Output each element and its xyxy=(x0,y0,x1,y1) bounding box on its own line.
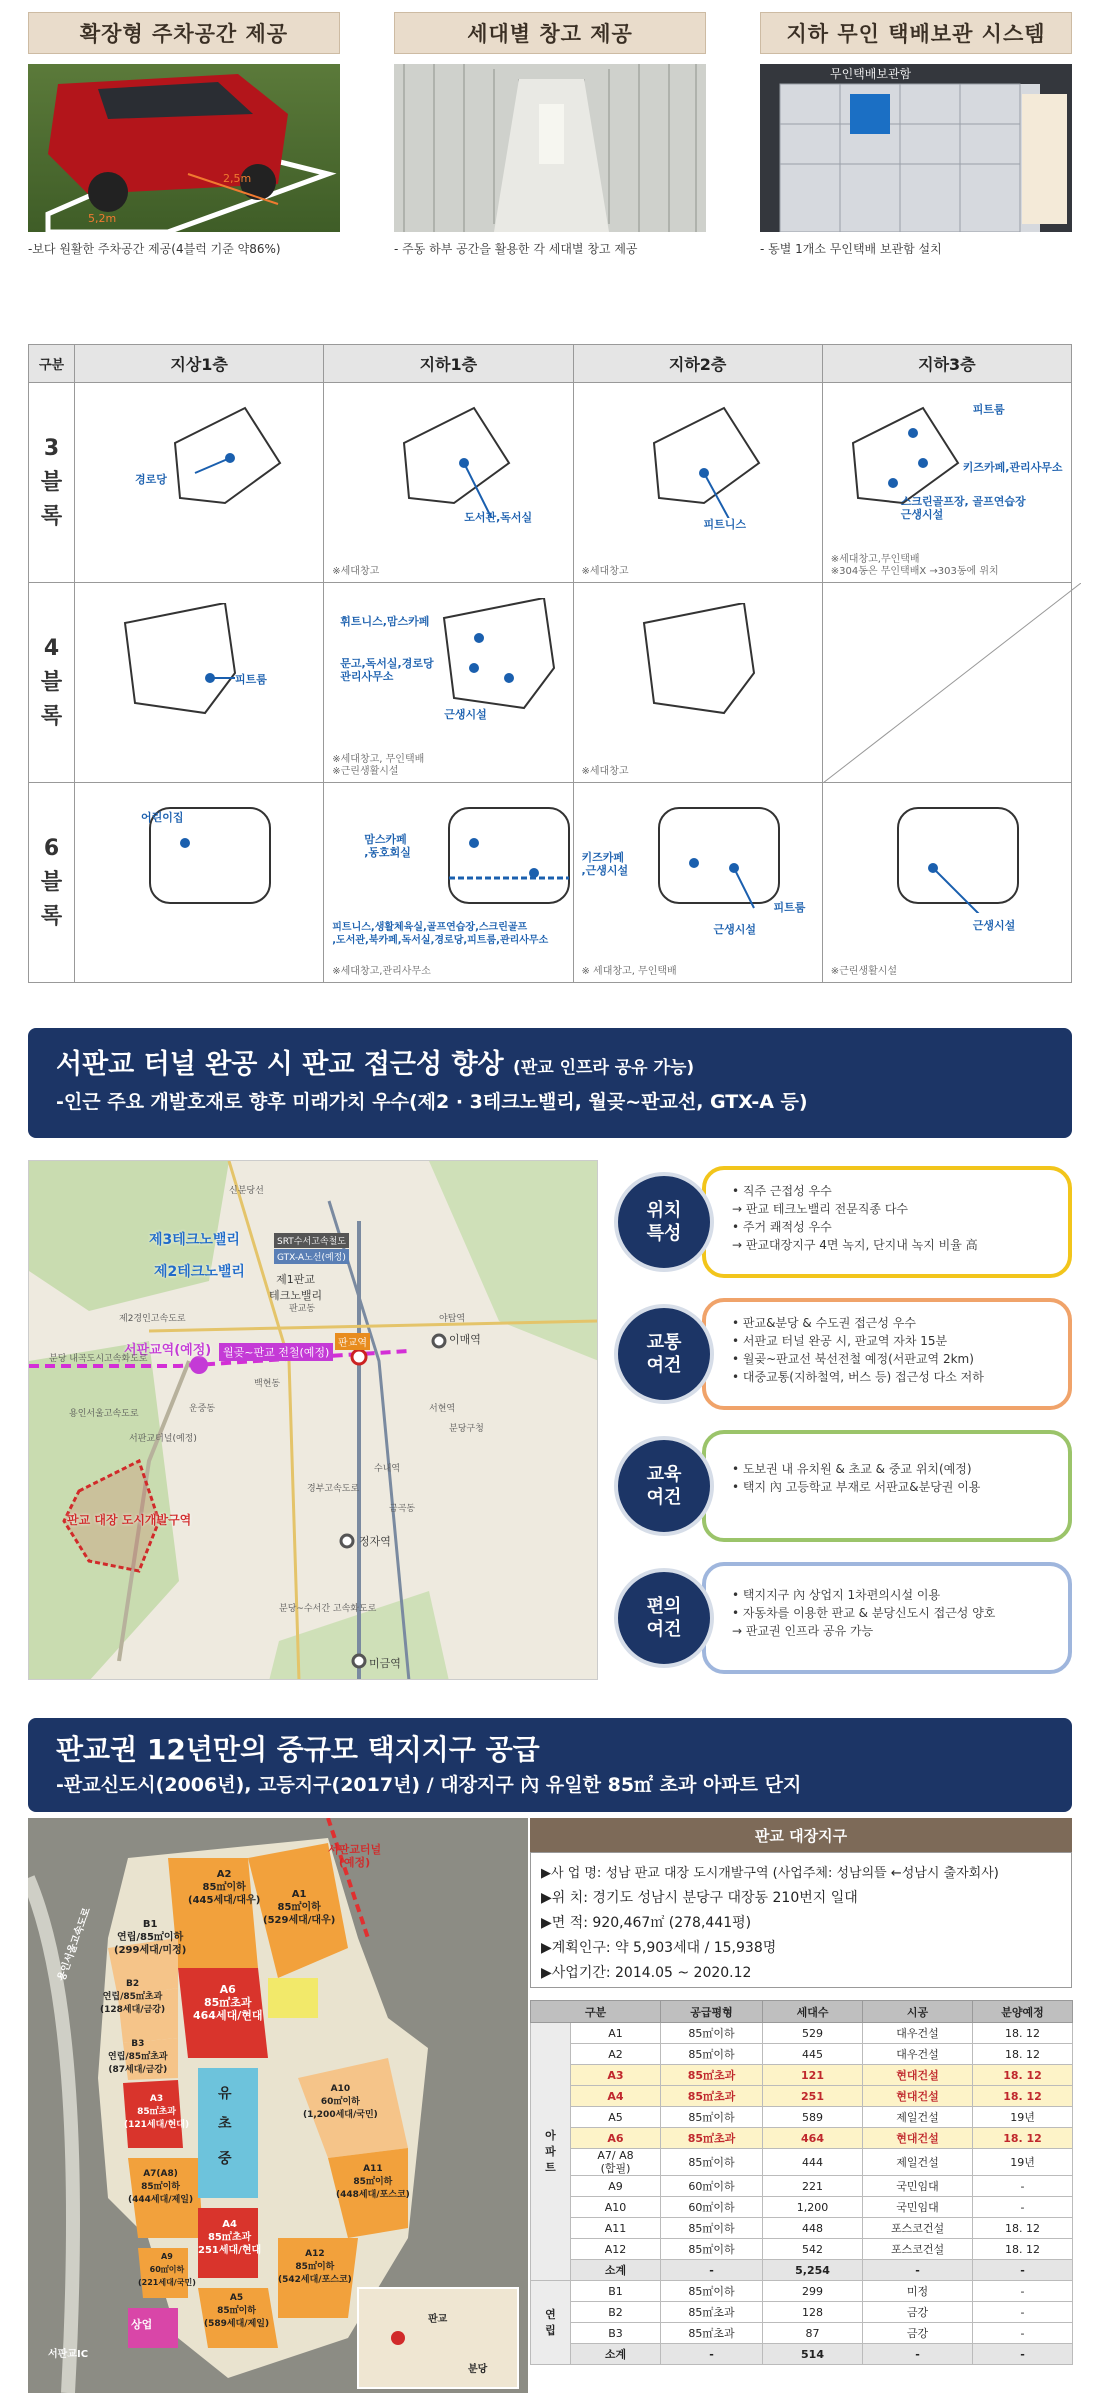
supply-cell-size: 85㎡초과 xyxy=(661,2086,763,2107)
feature-title: 세대별 창고 제공 xyxy=(394,12,706,54)
supply-row xyxy=(531,2197,1073,2218)
facility-label: 도서관,독서실 xyxy=(464,511,533,524)
supply-cell-size: 85㎡초과 xyxy=(661,2302,763,2323)
map-label-extra: 분당구청 xyxy=(449,1424,484,1434)
facility-label: 피트룸 xyxy=(972,403,1005,416)
site-map-icon xyxy=(444,798,574,913)
plan-label-A4: A4 85㎡초과 251세대/현대 xyxy=(198,2219,262,2256)
pill-line: • 직주 근접성 우수 xyxy=(732,1184,832,1198)
supply-cell-size: 85㎡초과 xyxy=(661,2065,763,2086)
banner-subtitle: -판교신도시(2006년), 고등지구(2017년) / 대장지구 內 유일한 85㎡ 초과 아파트 단지 xyxy=(56,1774,802,1796)
supply-row xyxy=(531,2302,1073,2323)
supply-cell-size: 85㎡이하 xyxy=(661,2281,763,2302)
facility-note: ※근린생활시설 xyxy=(830,966,898,977)
plan-label-commercial: 상업 xyxy=(131,2318,153,2331)
feature-title: 지하 무인 택배보관 시스템 xyxy=(760,12,1072,54)
site-map-icon xyxy=(634,603,764,718)
pill-convenience xyxy=(614,1562,1072,1674)
map-label-extra: 운중동 xyxy=(189,1404,216,1414)
facility-label: 피트룸 xyxy=(773,901,806,914)
supply-cell-units: 444 xyxy=(763,2149,863,2176)
supply-cell-builder: 포스코건설 xyxy=(863,2218,973,2239)
supply-row xyxy=(531,2128,1073,2149)
site-plan xyxy=(28,1818,528,2393)
supply-cell-name: A7/ A8 (합필) xyxy=(571,2149,661,2176)
plan-label-tunnel: 서판교터널 (예정) xyxy=(328,1843,382,1869)
banner-title: 판교권 12년만의 중규모 택지지구 공급 xyxy=(56,1733,540,1766)
supply-header: 분양예정 xyxy=(973,2001,1073,2023)
parking-dim-2: 5,2m xyxy=(88,212,117,225)
plan-label-kinder: 유 xyxy=(218,2086,232,2102)
table-corner: 구분 xyxy=(29,345,75,383)
supply-cell-name: B2 xyxy=(571,2302,661,2323)
supply-row xyxy=(531,2281,1073,2302)
parking-photo xyxy=(28,64,340,232)
supply-header: 구분 xyxy=(531,2001,661,2023)
supply-cell-builder: - xyxy=(863,2344,973,2365)
area-map xyxy=(28,1160,598,1680)
supply-cell-size: 85㎡이하 xyxy=(661,2218,763,2239)
supply-cell-units: 5,254 xyxy=(763,2260,863,2281)
map-label-site: 판교 대장 도시개발구역 xyxy=(67,1513,192,1527)
feature-caption: - 주동 하부 공간을 활용한 각 세대별 창고 제공 xyxy=(394,242,638,256)
supply-cell-units: 299 xyxy=(763,2281,863,2302)
facility-label: 피트룸 xyxy=(235,673,267,686)
supply-row xyxy=(531,2176,1073,2197)
supply-cell-units: 128 xyxy=(763,2302,863,2323)
supply-header: 공급평형 xyxy=(661,2001,763,2023)
supply-cell-date: - xyxy=(973,2302,1073,2323)
supply-cell-size: 85㎡초과 xyxy=(661,2128,763,2149)
locker-sign: 무인택배보관함 xyxy=(830,67,912,81)
facility-row-6 xyxy=(29,783,1072,983)
supply-cell-builder: 국민임대 xyxy=(863,2197,973,2218)
plan-label-B1: B1 연립/85㎡이하 (299세대/미정) xyxy=(114,1919,187,1956)
facility-cell xyxy=(822,783,1071,983)
supply-cell-units: 251 xyxy=(763,2086,863,2107)
supply-cell-date: 19년 xyxy=(973,2149,1073,2176)
supply-cell-date: 18. 12 xyxy=(973,2128,1073,2149)
plan-label-expressway: 용인서울고속도로 xyxy=(56,1906,94,1983)
supply-cell-date: - xyxy=(973,2197,1073,2218)
feature-caption: -보다 원활한 주차공간 제공(4블럭 기준 약86%) xyxy=(28,242,281,256)
supply-cell-builder: 대우건설 xyxy=(863,2023,973,2044)
plan-label-A1: A1 85㎡이하 (529세대/대우) xyxy=(263,1889,336,1926)
facility-label: 어린이집 xyxy=(141,811,184,824)
map-label-extra: 분당~수서간 고속화도로 xyxy=(279,1604,377,1614)
parking-dim-1: 2,5m xyxy=(223,172,252,185)
supply-cell-units: 121 xyxy=(763,2065,863,2086)
supply-row xyxy=(531,2086,1073,2107)
plan-label-A3: A3 85㎡초과 (121세대/현대) xyxy=(124,2094,190,2130)
supply-cell-units: 529 xyxy=(763,2023,863,2044)
facility-cell xyxy=(324,383,573,583)
supply-cell-units: 1,200 xyxy=(763,2197,863,2218)
plan-label-A7: A7(A8) 85㎡이하 (444세대/제일) xyxy=(128,2169,194,2205)
supply-cell-units: 87 xyxy=(763,2323,863,2344)
info-row: ▶사업기간: 2014.05 ~ 2020.12 xyxy=(541,1965,752,1981)
pill-line: • 판교&분당 & 수도권 접근성 우수 xyxy=(732,1316,916,1330)
map-label-techno2: 제2테크노밸리 xyxy=(154,1264,245,1280)
facility-row-4 xyxy=(29,583,1072,783)
supply-cell-date: - xyxy=(973,2260,1073,2281)
supply-cell-size: 85㎡이하 xyxy=(661,2023,763,2044)
block-label: 3 블 록 xyxy=(29,383,75,583)
facility-cell xyxy=(324,583,573,783)
supply-header-row xyxy=(531,2001,1073,2023)
supply-cell-builder: 현대건설 xyxy=(863,2086,973,2107)
info-row: ▶면 적: 920,467㎡ (278,441평) xyxy=(541,1915,752,1931)
pill-line: • 택지지구 內 상업지 1차편의시설 이용 xyxy=(732,1588,941,1602)
supply-cell-size: 85㎡이하 xyxy=(661,2107,763,2128)
supply-cell-size: 85㎡이하 xyxy=(661,2239,763,2260)
supply-cell-name: A2 xyxy=(571,2044,661,2065)
supply-cell-units: 464 xyxy=(763,2128,863,2149)
supply-cell-name: A6 xyxy=(571,2128,661,2149)
supply-group: 연 립 xyxy=(531,2281,571,2365)
plan-label-middle: 중 xyxy=(218,2151,232,2167)
supply-cell-builder: 제일건설 xyxy=(863,2107,973,2128)
map-label-techno1: 제1판교 테크노밸리 xyxy=(269,1273,323,1302)
facility-cell xyxy=(75,383,324,583)
supply-cell-builder: 대우건설 xyxy=(863,2044,973,2065)
plan-label-A6: A6 85㎡초과 464세대/현대 xyxy=(193,1983,263,2022)
info-row: ▶사 업 명: 성남 판교 대장 도시개발구역 (사업주체: 성남의뜰 ←성남시 출자회사) xyxy=(541,1866,999,1881)
map-label-srt: SRT수서고속철도 xyxy=(274,1233,349,1248)
supply-cell-date: - xyxy=(973,2344,1073,2365)
pill-location xyxy=(614,1166,1072,1278)
facility-cell xyxy=(324,783,573,983)
supply-cell-name: A9 xyxy=(571,2176,661,2197)
facility-cell xyxy=(75,583,324,783)
supply-row xyxy=(531,2023,1073,2044)
empty-cell-slash xyxy=(823,583,1081,783)
facility-label: 맘스카페 ,동호회실 xyxy=(364,833,411,859)
col-header: 지하3층 xyxy=(822,345,1071,383)
feature-locker xyxy=(760,12,1072,257)
supply-row xyxy=(531,2260,1073,2281)
pill-education xyxy=(614,1430,1072,1542)
map-label-extra: 서현역 xyxy=(429,1404,456,1414)
facility-label: 근생시설 xyxy=(972,919,1016,932)
plan-label-A10: A10 60㎡이하 (1,200세대/국민) xyxy=(303,2084,378,2120)
facility-label: 문고,독서실,경로당 관리사무소 xyxy=(340,657,434,683)
supply-row xyxy=(531,2323,1073,2344)
facility-label: 스크린골프장, 골프연습장 근생시설 xyxy=(900,495,1026,521)
map-label-techno3: 제3테크노밸리 xyxy=(149,1232,240,1248)
apt-rows xyxy=(531,2023,1073,2281)
supply-row xyxy=(531,2239,1073,2260)
supply-cell-date: 18. 12 xyxy=(973,2065,1073,2086)
facility-note: ※세대창고,무인택배 ※304동은 무인택배X →303동에 위치 xyxy=(830,554,999,577)
col-header: 지하2층 xyxy=(573,345,822,383)
pill-line: • 월곶~판교선 북선전철 예정(서판교역 2km) xyxy=(732,1352,974,1366)
facility-note: ※세대창고, 무인택배 ※근린생활시설 xyxy=(332,754,425,777)
supply-cell-name: A1 xyxy=(571,2023,661,2044)
supply-cell-builder: 국민임대 xyxy=(863,2176,973,2197)
supply-cell-units: 514 xyxy=(763,2344,863,2365)
map-label-jeongja: 정자역 xyxy=(359,1535,391,1548)
supply-cell-units: 448 xyxy=(763,2218,863,2239)
supply-cell-size: - xyxy=(661,2260,763,2281)
supply-row xyxy=(531,2344,1073,2365)
supply-header: 시공 xyxy=(863,2001,973,2023)
map-label-extra: 백현동 xyxy=(254,1379,281,1389)
map-label-gtx: GTX-A노선(예정) xyxy=(274,1249,349,1264)
map-label-extra: 용인서울고속도로 xyxy=(69,1409,139,1419)
supply-cell-date: 19년 xyxy=(973,2107,1073,2128)
pill-box xyxy=(702,1430,1072,1542)
map-label-station: 서판교역(예정) xyxy=(124,1343,212,1358)
supply-cell-size: 60㎡이하 xyxy=(661,2197,763,2218)
supply-header: 세대수 xyxy=(763,2001,863,2023)
plan-label-B3: B3 연립/85㎡초과 (87세대/금강) xyxy=(108,2039,168,2075)
supply-cell-name: 소계 xyxy=(571,2344,661,2365)
supply-cell-date: 18. 12 xyxy=(973,2086,1073,2107)
supply-cell-name: A3 xyxy=(571,2065,661,2086)
section-banner-supply xyxy=(28,1718,1072,1812)
car-illustration xyxy=(28,64,340,232)
supply-cell-builder: 현대건설 xyxy=(863,2128,973,2149)
inset-label-bundang: 분당 xyxy=(468,2364,488,2375)
supply-cell-size: 85㎡이하 xyxy=(661,2149,763,2176)
facility-header-row xyxy=(29,345,1072,383)
info-row: ▶위 치: 경기도 성남시 분당구 대장동 210번지 일대 xyxy=(541,1890,858,1906)
pill-line: • 서판교 터널 완공 시, 판교역 자차 15분 xyxy=(732,1334,948,1348)
inset-label-pangyo: 판교 xyxy=(428,2314,448,2325)
supply-cell-name: A11 xyxy=(571,2218,661,2239)
supply-row xyxy=(531,2218,1073,2239)
pill-head: 편의 여건 xyxy=(614,1568,714,1668)
feature-parking xyxy=(28,12,340,257)
storage-photo xyxy=(394,64,706,232)
pill-line: • 주거 쾌적성 우수 xyxy=(732,1220,832,1234)
facility-cell xyxy=(75,783,324,983)
supply-cell-units: 445 xyxy=(763,2044,863,2065)
block-label: 6 블 록 xyxy=(29,783,75,983)
map-label-tunnel: 서판교터널(예정) xyxy=(129,1434,197,1444)
banner-subtitle: -인근 주요 개발호재로 향후 미래가치 우수(제2 · 3테크노밸리, 월곶~판교선, GTX-A 등) xyxy=(56,1091,808,1113)
pill-line: → 판교 테크노밸리 전문직종 다수 xyxy=(732,1202,909,1216)
supply-cell-date: - xyxy=(973,2176,1073,2197)
supply-table xyxy=(530,2000,1073,2365)
facility-label: 근생시설 xyxy=(713,923,757,936)
supply-cell-name: A5 xyxy=(571,2107,661,2128)
supply-cell-builder: 포스코건설 xyxy=(863,2239,973,2260)
site-map-icon xyxy=(115,603,245,718)
facility-label: 근생시설 xyxy=(444,708,487,721)
col-header: 지상1층 xyxy=(75,345,324,383)
facility-note: ※세대창고 xyxy=(581,766,629,777)
supply-cell-builder: 현대건설 xyxy=(863,2065,973,2086)
supply-cell-name: A10 xyxy=(571,2197,661,2218)
supply-cell-builder: 금강 xyxy=(863,2323,973,2344)
feature-title: 확장형 주차공간 제공 xyxy=(28,12,340,54)
pill-line: • 도보권 내 유치원 & 초교 & 중교 위치(예정) xyxy=(732,1462,972,1476)
facility-label: 피트니스 xyxy=(703,518,747,531)
feature-storage xyxy=(394,12,706,257)
facility-label: 키즈카페,관리사무소 xyxy=(962,461,1063,474)
supply-cell-date: 18. 12 xyxy=(973,2044,1073,2065)
plan-label-elementary: 초 xyxy=(218,2116,232,2132)
plan-label-A12: A12 85㎡이하 (542세대/포스코) xyxy=(278,2249,352,2285)
supply-cell-date: 18. 12 xyxy=(973,2023,1073,2044)
facility-note: ※세대창고 xyxy=(332,566,380,577)
pill-line: • 자동차를 이용한 판교 & 분당신도시 접근성 양호 xyxy=(732,1606,996,1620)
pill-head: 교육 여건 xyxy=(614,1436,714,1536)
facility-label: 휘트니스,맘스카페 xyxy=(340,615,430,628)
storage-cages-illustration xyxy=(394,64,706,232)
site-map-icon xyxy=(634,403,764,518)
facility-note: ※세대창고 xyxy=(581,566,629,577)
supply-cell-size: - xyxy=(661,2344,763,2365)
plan-label-A11: A11 85㎡이하 (448세대/포스코) xyxy=(336,2164,410,2200)
map-label-extra: 금곡동 xyxy=(389,1504,416,1514)
site-map-icon xyxy=(155,403,285,518)
pill-line: • 대중교통(지하철역, 버스 등) 접근성 다소 저하 xyxy=(732,1370,984,1384)
map-label-extra: 야탑역 xyxy=(439,1314,466,1324)
facility-label: 경로당 xyxy=(135,473,167,486)
map-label-extra: 신분당선 xyxy=(229,1186,264,1196)
supply-cell-builder: 미정 xyxy=(863,2281,973,2302)
map-label-extra: 제2경인고속도로 xyxy=(119,1314,186,1324)
supply-cell-units: 589 xyxy=(763,2107,863,2128)
site-map-icon xyxy=(654,798,784,913)
banner-title: 서판교 터널 완공 시 판교 접근성 향상 (판교 인프라 공유 가능) xyxy=(56,1049,695,1080)
info-box xyxy=(530,1852,1072,1988)
plan-label-B2: B2 연립/85㎡초과 (128세대/금강) xyxy=(100,1979,166,2015)
pill-head: 교통 여건 xyxy=(614,1304,714,1404)
locker-photo xyxy=(760,64,1072,232)
supply-cell-name: B1 xyxy=(571,2281,661,2302)
supply-cell-builder: 금강 xyxy=(863,2302,973,2323)
supply-cell-name: A12 xyxy=(571,2239,661,2260)
facility-note: ※ 세대창고, 무인택배 xyxy=(581,966,677,977)
plan-label-A5: A5 85㎡이하 (589세대/제일) xyxy=(204,2293,270,2329)
map-label-extra: 판교동 xyxy=(289,1304,316,1314)
supply-cell-units: 542 xyxy=(763,2239,863,2260)
supply-cell-name: 소계 xyxy=(571,2260,661,2281)
block-label: 4 블 록 xyxy=(29,583,75,783)
supply-row xyxy=(531,2149,1073,2176)
pill-line: • 택지 內 고등학교 부재로 서판교&분당권 이용 xyxy=(732,1480,981,1494)
supply-cell-date: 18. 12 xyxy=(973,2218,1073,2239)
facility-note: ※세대창고,관리사무소 xyxy=(332,966,431,977)
supply-cell-units: 221 xyxy=(763,2176,863,2197)
pill-box xyxy=(702,1562,1072,1674)
pill-line: → 판교대장지구 4면 녹지, 단지내 녹지 비율 高 xyxy=(732,1238,978,1252)
facility-cell xyxy=(573,783,822,983)
map-label-line: 월곶~판교 전철(예정) xyxy=(219,1343,333,1361)
map-label-ieme: 이매역 xyxy=(449,1333,481,1346)
pill-transport xyxy=(614,1298,1072,1410)
info-row: ▶계획인구: 약 5,903세대 / 15,938명 xyxy=(541,1940,777,1956)
supply-cell-builder: 제일건설 xyxy=(863,2149,973,2176)
plan-label-ic: 서판교IC xyxy=(48,2349,89,2360)
info-header: 판교 대장지구 xyxy=(530,1818,1072,1852)
villa-rows xyxy=(531,2281,1073,2365)
site-map-icon xyxy=(384,403,514,518)
facility-cell xyxy=(822,383,1071,583)
map-label-extra: 수내역 xyxy=(374,1464,401,1474)
supply-cell-size: 60㎡이하 xyxy=(661,2176,763,2197)
supply-cell-name: B3 xyxy=(571,2323,661,2344)
locker-illustration xyxy=(760,64,1072,232)
supply-cell-size: 85㎡이하 xyxy=(661,2044,763,2065)
plan-label-A9: A9 60㎡이하 (221세대/국민) xyxy=(138,2252,196,2287)
plan-label-A2: A2 85㎡이하 (445세대/대우) xyxy=(188,1869,261,1906)
map-label-pangyo: 판교역 xyxy=(335,1333,370,1350)
facility-cell xyxy=(573,383,822,583)
supply-cell-size: 85㎡초과 xyxy=(661,2323,763,2344)
feature-caption: - 동별 1개소 무인택배 보관함 설치 xyxy=(760,242,942,256)
facility-cell xyxy=(573,583,822,783)
supply-row xyxy=(531,2107,1073,2128)
facility-cell-empty xyxy=(822,583,1071,783)
facility-label: 키즈카페 ,근생시설 xyxy=(581,851,629,877)
pill-box xyxy=(702,1166,1072,1278)
supply-row xyxy=(531,2065,1073,2086)
supply-cell-date: - xyxy=(973,2281,1073,2302)
supply-cell-name: A4 xyxy=(571,2086,661,2107)
pill-head: 위치 특성 xyxy=(614,1172,714,1272)
pill-line: → 판교권 인프라 공유 가능 xyxy=(732,1624,874,1638)
supply-row xyxy=(531,2044,1073,2065)
section-banner-access xyxy=(28,1028,1072,1138)
facility-label: 피트니스,생활체육실,골프연습장,스크린골프 ,도서관,북카페,독서실,경로당,피트룸,관리사무소 xyxy=(332,922,549,946)
supply-group: 아 파 트 xyxy=(531,2023,571,2281)
facility-row-3 xyxy=(29,383,1072,583)
map-label-migeum: 미금역 xyxy=(369,1657,401,1670)
map-label-extra: 경부고속도로 xyxy=(307,1484,360,1494)
banner-title-note: (판교 인프라 공유 가능) xyxy=(513,1058,695,1078)
supply-cell-builder: - xyxy=(863,2260,973,2281)
site-map-icon xyxy=(893,798,1023,913)
site-map-icon xyxy=(434,598,564,713)
supply-cell-date: 18. 12 xyxy=(973,2239,1073,2260)
facility-table xyxy=(28,344,1072,983)
pill-box xyxy=(702,1298,1072,1410)
supply-cell-date: - xyxy=(973,2323,1073,2344)
map-label-extra: 분당 내곡도시고속화도로 xyxy=(49,1354,148,1364)
col-header: 지하1층 xyxy=(324,345,573,383)
